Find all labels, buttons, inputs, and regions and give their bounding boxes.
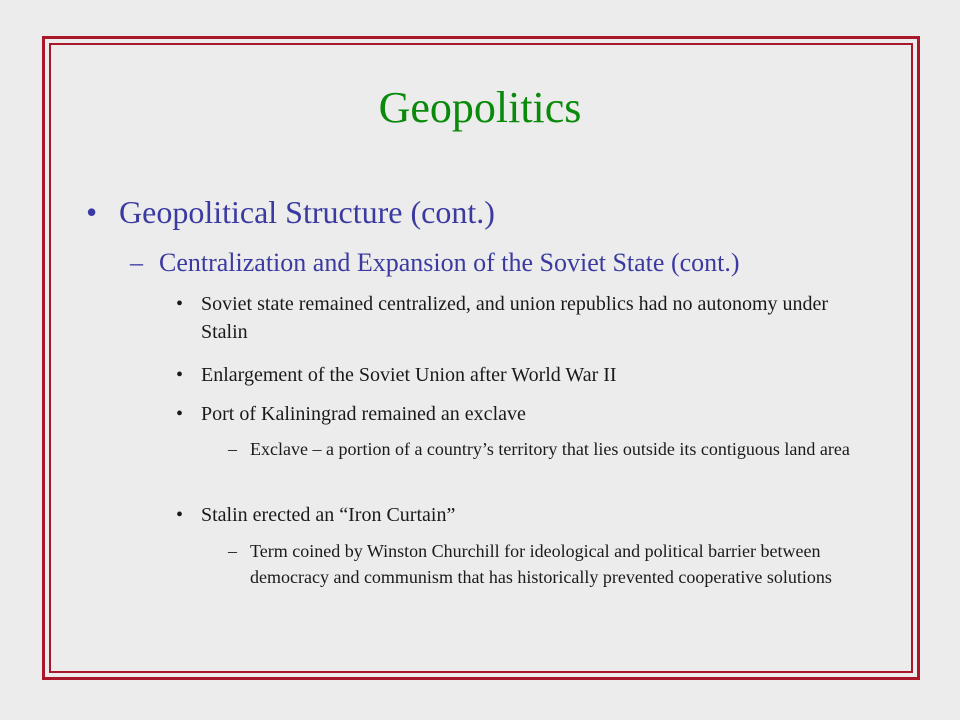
dash-marker: – [228, 541, 237, 561]
subpoint-text: Exclave – a portion of a country’s territory that lies outside its contiguous land area [250, 439, 850, 459]
bullet-marker: • [176, 403, 184, 425]
slide-title: Geopolitics [378, 83, 582, 132]
bullet-text: Enlargement of the Soviet Union after World War II [201, 364, 617, 386]
bullet-text: Geopolitical Structure (cont.) [119, 194, 495, 230]
bullet-marker: • [176, 293, 184, 315]
dash-marker: – [228, 439, 237, 459]
bullet-marker: • [176, 504, 184, 526]
subpoint-text: Term coined by Winston Churchill for ideological and political barrier between democracy and communism that has historically prevented cooperative solutions [250, 541, 832, 587]
bullet-text: Soviet state remained centralized, and union republics had no autonomy under Stalin [201, 293, 829, 343]
bullet-marker: • [86, 194, 98, 230]
bullet-marker: • [176, 364, 184, 386]
dash-marker: – [130, 248, 143, 277]
bullet-text: Stalin erected an “Iron Curtain” [201, 504, 456, 526]
bullet-text: Centralization and Expansion of the Soviet State (cont.) [159, 248, 740, 277]
bullet-text: Port of Kaliningrad remained an exclave [201, 403, 526, 425]
